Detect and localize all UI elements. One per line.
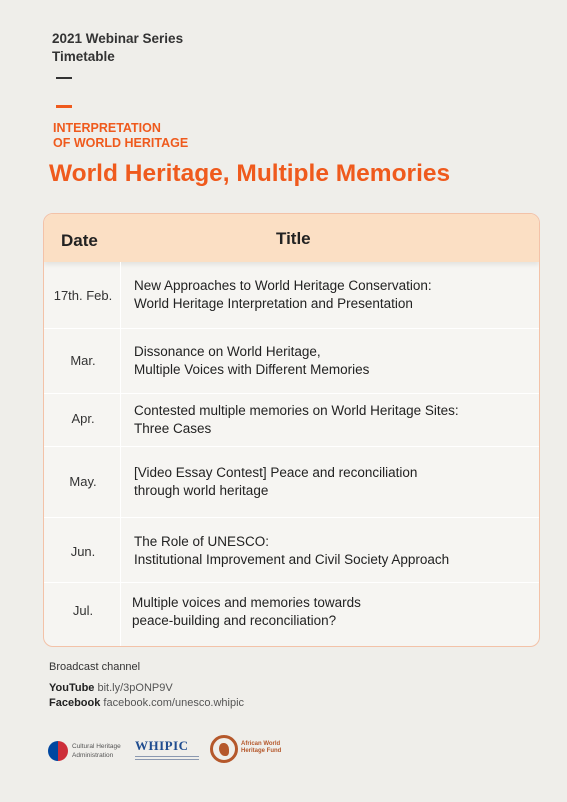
row-title-line-2: Multiple Voices with Different Memories [134, 362, 370, 377]
awhf-logo-line-2: Heritage Fund [241, 748, 282, 754]
orange-divider [56, 105, 72, 108]
cha-logo-line-1: Cultural Heritage [72, 743, 121, 750]
whipic-subtext-lines [135, 756, 199, 760]
series-line-1: 2021 Webinar Series [52, 31, 184, 46]
youtube-label: YouTube [49, 682, 95, 694]
row-title-line-2: World Heritage Interpretation and Presentation [134, 296, 413, 311]
youtube-link[interactable]: bit.ly/3pONP9V [97, 682, 173, 694]
whipic-wordmark: WHIPIC [135, 738, 189, 753]
taegeuk-icon [48, 741, 68, 761]
row-date: 17th. Feb. [53, 288, 113, 303]
row-title-line-2: Institutional Improvement and Civil Society Approach [134, 552, 450, 567]
row-title-line-1: New Approaches to World Heritage Conservation: [134, 278, 432, 293]
youtube-channel [49, 682, 173, 694]
row-title [134, 343, 529, 379]
row-title-line-1: Dissonance on World Heritage, [134, 344, 321, 359]
row-title-line-1: Multiple voices and memories towards [132, 595, 361, 610]
row-title [132, 594, 527, 630]
kicker [53, 121, 188, 150]
table-row [44, 262, 539, 328]
table-row [44, 518, 539, 582]
facebook-channel [49, 697, 244, 709]
row-title [134, 277, 529, 313]
row-title-line-2: peace-building and reconciliation? [132, 613, 337, 628]
table-row [44, 394, 539, 446]
broadcast-label: Broadcast channel [49, 661, 141, 673]
table-row [44, 583, 539, 645]
column-header-title: Title [276, 229, 311, 248]
row-date: Jul. [72, 603, 94, 618]
facebook-link[interactable]: facebook.com/unesco.whipic [103, 697, 245, 709]
row-title-line-1: Contested multiple memories on World Heritage Sites: [134, 403, 459, 418]
row-title-line-1: The Role of UNESCO: [134, 534, 270, 549]
kicker-line-2: OF WORLD HERITAGE [53, 135, 189, 150]
row-date: Apr. [71, 411, 95, 426]
cha-logo-line-2: Administration [72, 752, 114, 759]
facebook-label: Facebook [49, 697, 101, 709]
row-title [134, 533, 529, 569]
kicker-line-1: INTERPRETATION [53, 121, 161, 135]
africa-map-icon [210, 735, 238, 763]
row-title-line-2: Three Cases [134, 421, 212, 436]
row-title-line-2: through world heritage [134, 483, 269, 498]
column-header-date: Date [61, 231, 98, 250]
awhf-logo-line-1: African World [241, 741, 281, 747]
row-date: May. [69, 474, 97, 489]
series-heading [52, 30, 183, 66]
dark-divider [56, 77, 72, 79]
row-date: Mar. [70, 353, 96, 368]
row-date: Jun. [70, 544, 96, 559]
table-row [44, 447, 539, 517]
awhf-logo-text [241, 741, 281, 755]
row-title [134, 464, 529, 500]
row-title-line-1: [Video Essay Contest] Peace and reconciliation [134, 465, 418, 480]
african-world-heritage-fund-logo [210, 735, 290, 767]
table-row [44, 329, 539, 393]
series-line-2: Timetable [52, 49, 115, 64]
row-title [134, 402, 529, 438]
page-title: World Heritage, Multiple Memories [49, 160, 451, 187]
timetable [43, 213, 540, 647]
cha-logo-text [72, 742, 121, 760]
table-header [44, 214, 539, 262]
whipic-logo [135, 737, 205, 767]
